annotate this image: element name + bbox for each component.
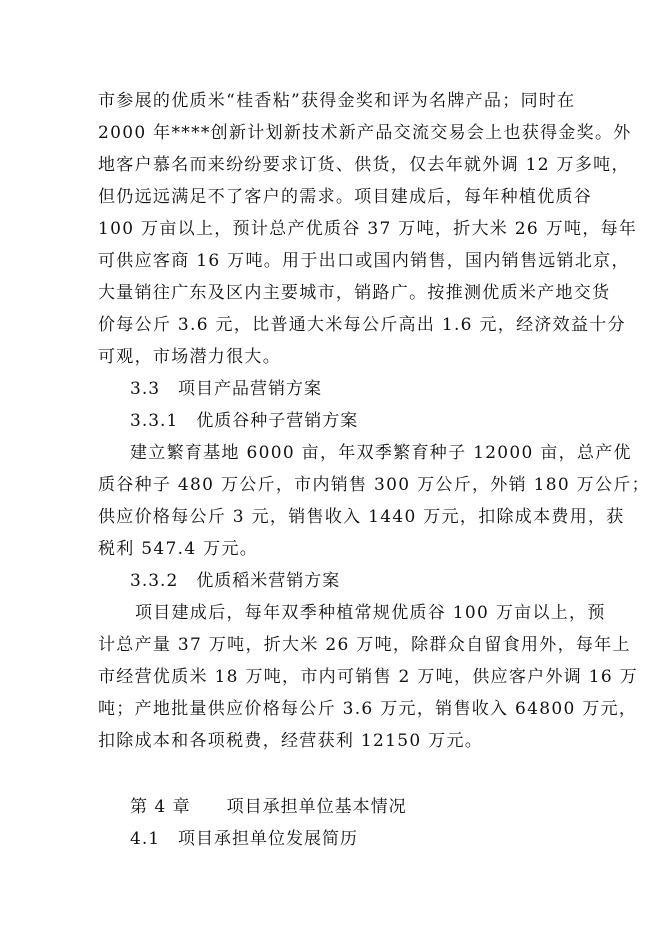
paragraph-2-line-4: 税利 547.4 万元。 <box>98 539 259 559</box>
section-heading-4-1: 4.1 项目承担单位发展简历 <box>130 829 359 849</box>
paragraph-1-line-7: 大量销往广东及区内主要城市，销路广。按推测优质米产地交货 <box>98 283 611 303</box>
paragraph-1-line-4: 但仍远远满足不了客户的需求。项目建成后，每年种植优质谷 <box>98 187 593 207</box>
paragraph-3-line-1: 项目建成后，每年双季种植常规优质谷 100 万亩以上，预 <box>135 603 606 623</box>
paragraph-2-line-3: 供应价格每公斤 3 元，销售收入 1440 万元，扣除成本费用，获 <box>98 507 625 527</box>
paragraph-2-line-2: 质谷种子 480 万公斤，市内销售 300 万公斤，外销 180 万公斤； <box>98 475 650 495</box>
paragraph-1-line-6: 可供应客商 16 万吨。用于出口或国内销售，国内销售远销北京， <box>98 251 630 271</box>
paragraph-3-line-4: 吨；产地批量供应价格每公斤 3.6 万元，销售收入 64800 万元， <box>98 699 638 719</box>
paragraph-1-line-5: 100 万亩以上，预计总产优质谷 37 万吨，折大米 26 万吨，每年 <box>98 219 638 239</box>
paragraph-3-line-3: 市经营优质米 18 万吨，市内可销售 2 万吨，供应客户外调 16 万 <box>98 667 639 687</box>
section-heading-3-3: 3.3 项目产品营销方案 <box>130 379 323 399</box>
section-heading-3-3-2: 3.3.2 优质稻米营销方案 <box>130 571 341 591</box>
paragraph-1-line-9: 可观，市场潜力很大。 <box>98 347 281 367</box>
paragraph-1-line-8: 价每公斤 3.6 元，比普通大米每公斤高出 1.6 元，经济效益十分 <box>98 315 626 335</box>
chapter-heading-4: 第 4 章 项目承担单位基本情况 <box>130 797 407 817</box>
paragraph-2-line-1: 建立繁育基地 6000 亩，年双季繁育种子 12000 亩，总产优 <box>130 443 632 463</box>
paragraph-1-line-1: 市参展的优质米“桂香粘”获得金奖和评为名牌产品；同时在 <box>98 91 576 111</box>
paragraph-1-line-3: 地客户慕名而来纷纷要求订货、供货，仅去年就外调 12 万多吨， <box>98 155 630 175</box>
paragraph-3-line-5: 扣除成本和各项税费，经营获利 12150 万元。 <box>98 731 484 751</box>
section-heading-3-3-1: 3.3.1 优质谷种子营销方案 <box>130 411 359 431</box>
paragraph-3-line-2: 计总产量 37 万吨，折大米 26 万吨，除群众自留食用外，每年上 <box>98 635 631 655</box>
paragraph-1-line-2: 2000 年****创新计划新技术新产品交流交易会上也获得金奖。外 <box>98 123 632 143</box>
